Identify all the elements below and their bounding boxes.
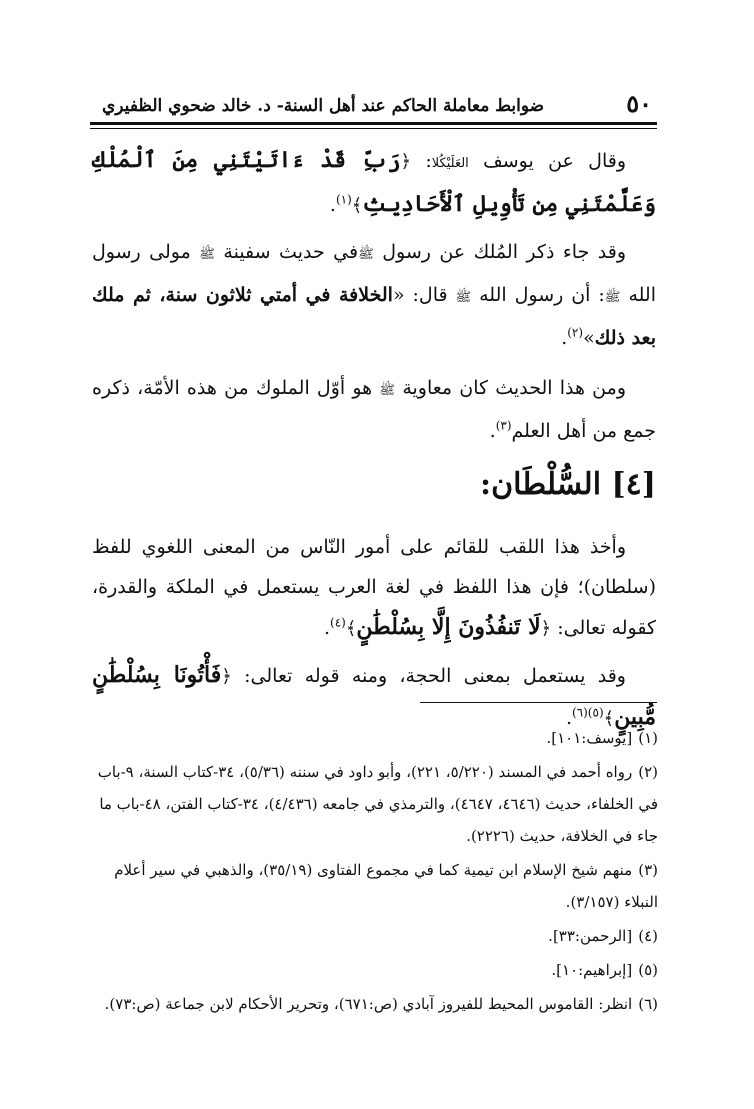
- text-run: .: [489, 420, 496, 442]
- footnote-text: انظر: القاموس المحيط للفيروز آبادي (ص:٦٧١)، وتحرير الأحكام لابن جماعة (ص:٧٣).: [104, 995, 633, 1013]
- footnote-number: (٤): [638, 927, 658, 945]
- text-run: .: [561, 327, 568, 349]
- page-number: ٥٠: [626, 89, 652, 118]
- text-run: مولى رسول الله: [92, 241, 656, 306]
- text-run: هو أوّل الملوك من هذه الأمّة، ذكره جمع من أهل العلم: [92, 377, 656, 442]
- footnote-number: (٦): [638, 995, 658, 1013]
- honorific-glyph: العَلَيْكُلا: [431, 156, 469, 171]
- honorific-glyph: ﷺ: [604, 290, 621, 305]
- footnote-text: [يوسف:١٠١].: [546, 729, 633, 747]
- footnotes: [92, 722, 658, 1022]
- header-rule-thin: [90, 128, 657, 129]
- text-run: : أن رسول الله: [479, 284, 605, 306]
- running-title: ضوابط معاملة الحاكم عند أهل السنة- د. خالد ضحوي الظفيري: [102, 96, 545, 116]
- text-run: .: [323, 617, 331, 639]
- hadith-text: الخلافة في أمتي ثلاثون سنة، ثم ملك بعد ذلك: [92, 284, 656, 349]
- footnote-5: [92, 954, 658, 986]
- quran-bracket-open: ﴿: [540, 618, 552, 639]
- quran-bracket-open: ﴿: [400, 151, 412, 172]
- honorific-glyph: ﷺ: [379, 383, 396, 398]
- honorific-glyph: ﷺ: [455, 290, 472, 305]
- footnote-text: [الرحمن:٣٣].: [548, 927, 633, 945]
- quran-bracket-close: ﴾: [351, 195, 363, 216]
- header-rule-thick: [90, 122, 657, 125]
- text-run: ومن هذا الحديث كان معاوية: [402, 377, 626, 399]
- quran-verse: رَبِّ قَدْ ءَاتَيْتَنِي مِنَ ٱلْمُلْكِ وَعَلَّمْتَنِي مِن تَأْوِيلِ ٱلْأَحَادِيثِ: [92, 147, 656, 217]
- quran-bracket-close: ﴾: [603, 708, 615, 729]
- quran-verse: فَأْتُونَا بِسُلْطَٰنٍ مُّبِينٍ: [92, 662, 656, 730]
- footnote-ref[interactable]: (١): [335, 192, 352, 207]
- footnote-number: (٣): [638, 861, 658, 879]
- footnote-separator: [420, 702, 657, 703]
- quran-verse: لَا تَنفُذُونَ إِلَّا بِسُلْطَٰنٍ: [356, 614, 541, 640]
- paragraph-yusuf: [92, 140, 656, 226]
- text-run: .: [329, 194, 336, 216]
- page-header: [90, 84, 656, 118]
- section-heading: [٤] السُّلْطَان:: [480, 467, 656, 502]
- text-run: وقد جاء ذكر المُلك عن رسول: [382, 241, 627, 263]
- footnote-6: [92, 988, 658, 1020]
- footnote-1: [92, 722, 658, 754]
- footnote-ref[interactable]: (٣): [495, 418, 512, 433]
- paragraph-muawiya: [92, 368, 656, 451]
- text-run: »: [583, 327, 595, 349]
- text-run: .: [565, 707, 572, 729]
- footnote-number: (٢): [638, 763, 658, 781]
- footnote-ref[interactable]: (٥)(٦): [571, 705, 604, 720]
- paragraph-hadith-safina: [92, 232, 656, 358]
- footnote-2: [92, 756, 658, 852]
- footnote-ref[interactable]: (٤): [330, 615, 346, 630]
- text-run: قال: «: [392, 284, 448, 306]
- text-run: وقال عن يوسف: [483, 150, 627, 172]
- quran-bracket-open: ﴿: [221, 666, 232, 687]
- footnote-3: [92, 854, 658, 918]
- footnote-ref[interactable]: (٢): [567, 325, 584, 340]
- honorific-glyph: ﷺ: [199, 247, 215, 262]
- text-run: :: [425, 150, 432, 172]
- text-run: وقد يستعمل بمعنى الحجة، ومنه قوله تعالى:: [244, 665, 626, 687]
- text-run: في حديث سفينة: [223, 241, 359, 263]
- footnote-text: رواه أحمد في المسند (٥/٢٢٠، ٢٢١)، وأبو داود في سننه (٥/٣٦)، ٣٤-كتاب السنة، ٩-باب في الخلفاء، حديث (٤٦٤٦، ٤٦٤٧)، والترمذي في جامعه (٤/٤٣٦)، ٣٤-كتاب الفتن، ٤٨-باب ما جاء في الخلافة، حديث (٢٢٢٦).: [97, 763, 658, 845]
- footnote-number: (٥): [638, 961, 658, 979]
- footnote-text: منهم شيخ الإسلام ابن تيمية كما في مجموع الفتاوى (٣٥/١٩)، والذهبي في سير أعلام النبلاء (٣/١٥٧).: [114, 861, 658, 911]
- footnote-number: (١): [638, 729, 658, 747]
- main-text: [92, 140, 656, 749]
- paragraph-sultan-meaning: [92, 527, 656, 649]
- footnote-text: [إبراهيم:١٠].: [551, 961, 633, 979]
- quran-bracket-close: ﴾: [345, 618, 357, 639]
- footnote-4: [92, 920, 658, 952]
- text-run: وأخذ هذا اللقب للقائم على أمور النّاس من المعنى اللغوي للفظ (سلطان)؛ فإن هذا اللفظ في لغة العرب يستعمل في الملكة والقدرة، كقوله تعالى:: [92, 536, 656, 639]
- honorific-glyph: ﷺ: [358, 247, 374, 262]
